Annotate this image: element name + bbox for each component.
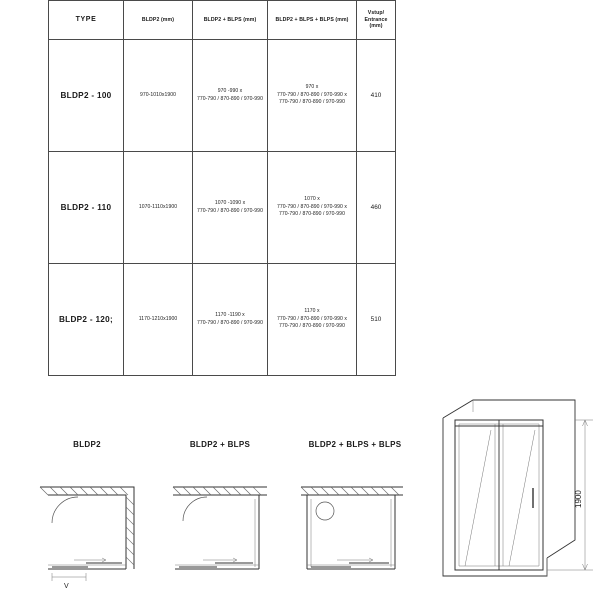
- column-header-bldp2: BLDP2 (mm): [124, 1, 193, 40]
- column-header-bldp2-blps-blps: BLDP2 + BLPS + BLPS (mm): [268, 1, 357, 40]
- cell-line: 770-790 / 870-890 / 970-990: [197, 95, 263, 102]
- cell-bldp2-blps: [193, 40, 268, 152]
- specification-table: [48, 0, 396, 376]
- table-row: [49, 152, 396, 264]
- plan-title: BLDP2 + BLPS: [189, 440, 251, 449]
- cell-type: BLDP2 - 110: [49, 152, 124, 264]
- cell-type: BLDP2 - 120;: [49, 264, 124, 376]
- cell-line: 770-790 / 870-890 / 970-990 x: [277, 203, 347, 210]
- cell-bldp2: 1070-1110x1900: [124, 152, 193, 264]
- cell-bldp2: 1170-1210x1900: [124, 264, 193, 376]
- cell-line: 1170 -1190 x: [215, 311, 245, 318]
- table-row: [49, 40, 396, 152]
- plan-bldp2-blps: [155, 440, 285, 589]
- plan-bldp2-blps-blps: [285, 440, 425, 589]
- plan-title: BLDP2: [73, 440, 101, 449]
- column-header-type: TYPE: [49, 1, 124, 40]
- plan-bldp2: [22, 440, 152, 589]
- cell-line: 770-790 / 870-890 / 970-990: [279, 323, 345, 330]
- cell-line: 970 -990 x: [217, 87, 243, 94]
- column-header-bldp2-blps: BLDP2 + BLPS (mm): [193, 1, 268, 40]
- cell-line: 1170 x: [304, 307, 320, 314]
- cell-bldp2: 970-1010x1900: [124, 40, 193, 152]
- cell-entrance: 410: [357, 40, 396, 152]
- table-row: [49, 264, 396, 376]
- cell-line: 770-790 / 870-890 / 970-990 x: [277, 315, 347, 322]
- cell-bldp2-blps-blps: [268, 152, 357, 264]
- cell-line: 970 x: [305, 83, 319, 90]
- cell-bldp2-blps: [193, 152, 268, 264]
- elevation-svg: [425, 390, 600, 600]
- cell-type: BLDP2 - 100: [49, 40, 124, 152]
- plan-bldp2-drawing: [22, 469, 152, 589]
- cell-line: 770-790 / 870-890 / 970-990: [197, 319, 263, 326]
- cell-line: 770-790 / 870-890 / 970-990: [279, 211, 345, 218]
- cell-line: 770-790 / 870-890 / 970-990 x: [277, 91, 347, 98]
- plan-title: BLDP2 + BLPS + BLPS: [308, 440, 402, 449]
- cell-line: 770-790 / 870-890 / 970-990: [197, 207, 263, 214]
- plan-dim-label: V: [64, 583, 69, 590]
- table-header-row: [49, 1, 396, 40]
- table-header: [49, 1, 396, 40]
- elevation-height-label: 1900: [574, 490, 583, 508]
- table-body: [49, 40, 396, 376]
- cell-entrance: 510: [357, 264, 396, 376]
- plan-bldp2-blps-drawing: [155, 469, 285, 589]
- column-header-entrance: Vstup/ Entrance (mm): [357, 1, 396, 40]
- cell-line: 770-790 / 870-890 / 970-990: [279, 99, 345, 106]
- cell-entrance: 460: [357, 152, 396, 264]
- cell-bldp2-blps-blps: [268, 264, 357, 376]
- elevation-drawing: [425, 390, 600, 600]
- cell-line: 1070 x: [304, 195, 320, 202]
- plan-diagrams: [0, 440, 430, 600]
- cell-line: 1070 -1090 x: [214, 199, 246, 206]
- plan-bldp2-blps-blps-drawing: [285, 469, 425, 589]
- cell-bldp2-blps-blps: [268, 40, 357, 152]
- cell-bldp2-blps: [193, 264, 268, 376]
